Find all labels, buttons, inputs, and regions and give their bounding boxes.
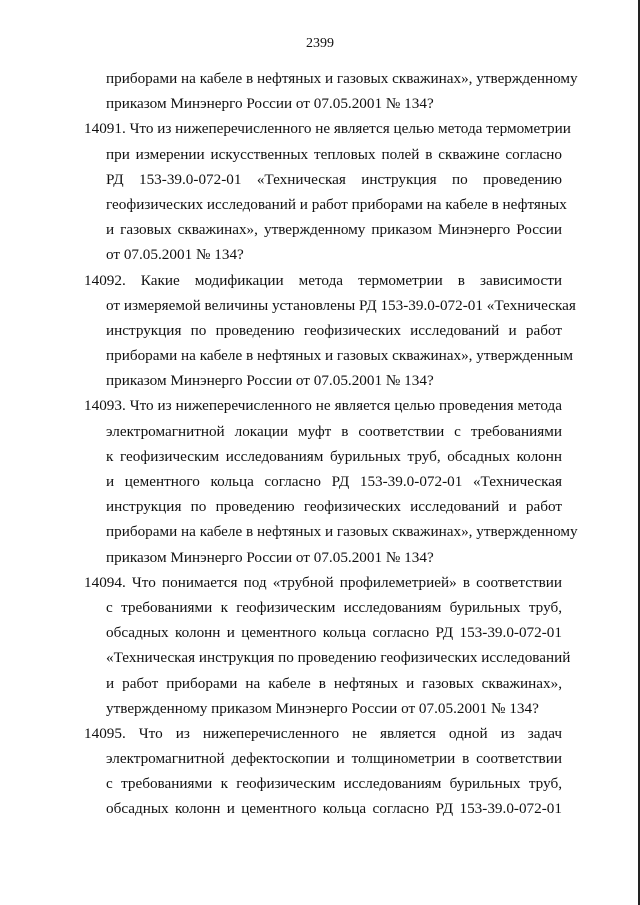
text-line: от измеряемой величины установлены РД 153-39.0-072-01 «Техническая xyxy=(106,296,576,314)
text-line: с требованиями к геофизическим исследованиям бурильных труб, xyxy=(106,598,562,616)
text-line: приборами на кабеле в нефтяных и газовых скважинах», утвержденному xyxy=(106,70,578,87)
text-line: от 07.05.2001 № 134? xyxy=(106,246,244,264)
text-line: приборами на кабеле в нефтяных и газовых скважинах», утвержденному xyxy=(106,523,578,541)
question-line: 14094. Что понимается под «трубной профилеметрией» в соответствии xyxy=(84,573,562,591)
page-number: 2399 xyxy=(306,36,334,51)
document-body xyxy=(84,66,578,822)
text-line: инструкция по проведению геофизических исследований и работ xyxy=(106,321,562,339)
text-line: приказом Минэнерго России от 07.05.2001 № 134? xyxy=(106,372,434,390)
text-line: к геофизическим исследованиям бурильных труб, обсадных колонн xyxy=(106,447,562,465)
question-line: 14091. Что из нижеперечисленного не является целью метода термометрии xyxy=(84,120,571,138)
text-line: «Техническая инструкция по проведению геофизических исследований xyxy=(106,649,571,667)
text-line: при измерении искусственных тепловых полей в скважине согласно xyxy=(106,145,562,163)
text-line: и работ приборами на кабеле в нефтяных и газовых скважинах», xyxy=(106,674,562,692)
question-line: 14092. Какие модификации метода термометрии в зависимости xyxy=(84,271,562,289)
text-line: обсадных колонн и цементного кольца согласно РД 153-39.0-072-01 xyxy=(106,800,562,818)
text-line: утвержденному приказом Минэнерго России от 07.05.2001 № 134? xyxy=(106,699,539,717)
text-line: и газовых скважинах», утвержденному приказом Минэнерго России xyxy=(106,221,562,239)
text-line: РД 153-39.0-072-01 «Техническая инструкция по проведению xyxy=(106,170,562,188)
text-line: инструкция по проведению геофизических исследований и работ xyxy=(106,498,562,516)
text-line: приборами на кабеле в нефтяных и газовых скважинах», утвержденным xyxy=(106,347,573,365)
text-line: геофизических исследований и работ приборами на кабеле в нефтяных xyxy=(106,195,567,213)
text-line: и цементного кольца согласно РД 153-39.0-072-01 «Техническая xyxy=(106,473,562,490)
text-line: электромагнитной дефектоскопии и толщинометрии в соответствии xyxy=(106,750,562,768)
text-line: обсадных колонн и цементного кольца согласно РД 153-39.0-072-01 xyxy=(106,624,562,642)
text-line: электромагнитной локации муфт в соответствии с требованиями xyxy=(106,422,562,440)
question-line: 14095. Что из нижеперечисленного не является одной из задач xyxy=(84,724,562,742)
text-line: с требованиями к геофизическим исследованиям бурильных труб, xyxy=(106,775,562,793)
text-line: приказом Минэнерго России от 07.05.2001 № 134? xyxy=(106,548,434,566)
question-line: 14093. Что из нижеперечисленного не является целью проведения метода xyxy=(84,397,562,415)
text-line: приказом Минэнерго России от 07.05.2001 № 134? xyxy=(106,95,434,113)
